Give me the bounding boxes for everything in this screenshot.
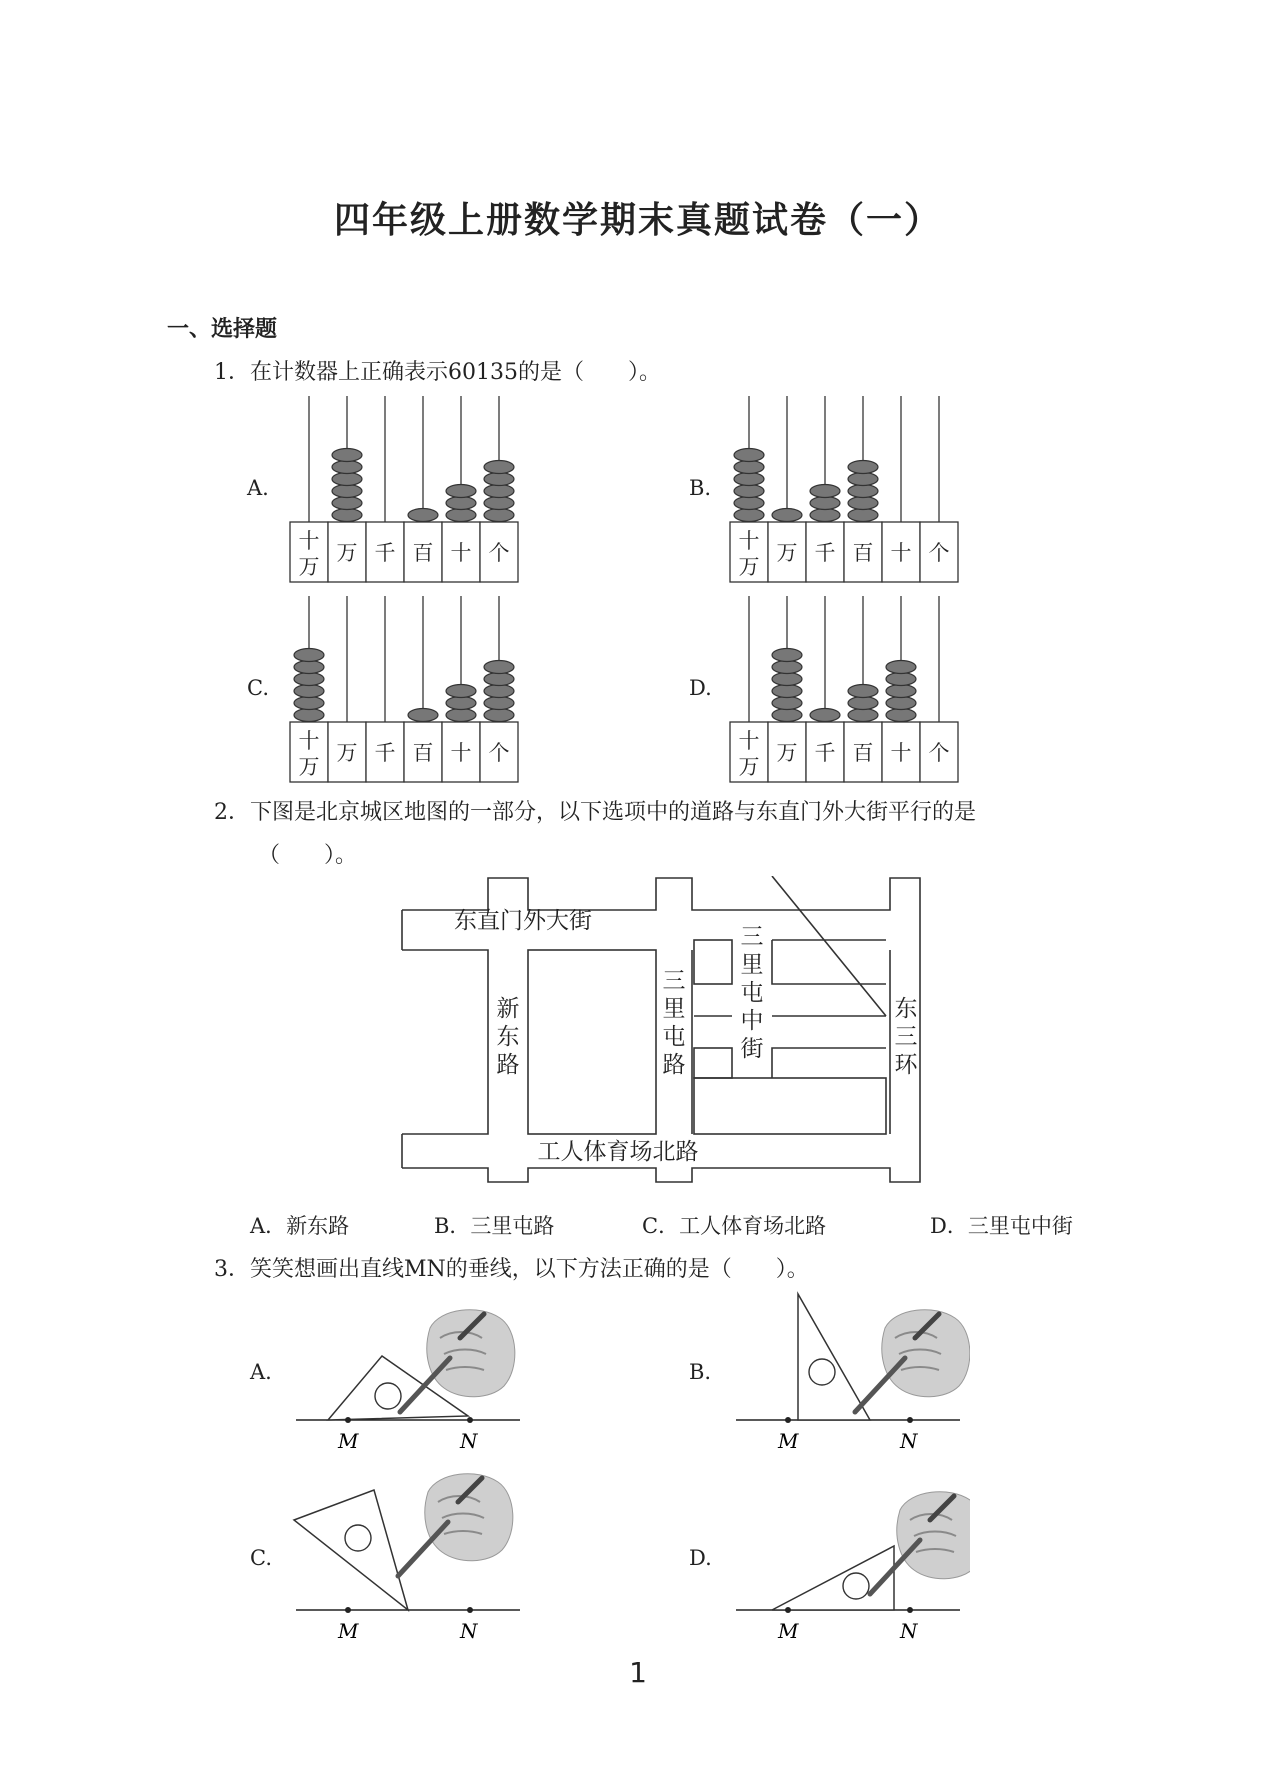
abacus-place-label: 百 bbox=[852, 541, 874, 565]
label-n: N bbox=[900, 1619, 918, 1643]
svg-text:街: 街 bbox=[740, 1036, 764, 1062]
page-number: 1 bbox=[629, 1656, 647, 1689]
abacus-bead bbox=[772, 709, 802, 722]
abacus-place-label: 百 bbox=[412, 741, 434, 765]
abacus-bead bbox=[332, 485, 362, 498]
abacus-bead bbox=[734, 449, 764, 462]
svg-text:三: 三 bbox=[662, 968, 686, 994]
q2-street-map bbox=[400, 876, 930, 1186]
map-label-bottom-street: 工人体育场北路 bbox=[537, 1139, 699, 1165]
q1-abacus-b[interactable] bbox=[726, 392, 966, 587]
abacus-place-label: 万 bbox=[738, 555, 760, 579]
abacus-bead bbox=[484, 673, 514, 686]
abacus-bead bbox=[294, 697, 324, 710]
label-m: M bbox=[338, 1429, 359, 1453]
abacus-bead bbox=[408, 509, 438, 522]
abacus-bead bbox=[484, 661, 514, 674]
abacus-bead bbox=[332, 473, 362, 486]
q3-figure-a[interactable] bbox=[290, 1300, 530, 1460]
label-m: M bbox=[778, 1619, 799, 1643]
abacus-place-label: 百 bbox=[412, 541, 434, 565]
abacus-place-label: 个 bbox=[928, 541, 950, 565]
svg-text:里: 里 bbox=[740, 952, 764, 978]
abacus-place-label: 万 bbox=[298, 555, 320, 579]
abacus-bead bbox=[332, 497, 362, 510]
abacus-bead bbox=[772, 673, 802, 686]
svg-text:环: 环 bbox=[894, 1052, 918, 1078]
section-heading: 一、选择题 bbox=[167, 317, 278, 342]
svg-text:路: 路 bbox=[496, 1052, 520, 1078]
abacus-place-label: 十 bbox=[450, 541, 472, 565]
abacus-bead bbox=[332, 449, 362, 462]
abacus-bead bbox=[484, 485, 514, 498]
triangle-ruler bbox=[294, 1490, 408, 1610]
hand-pencil-icon bbox=[398, 1474, 513, 1576]
point-m bbox=[785, 1607, 791, 1613]
abacus-bead bbox=[294, 649, 324, 662]
triangle-ruler bbox=[772, 1546, 894, 1610]
abacus-place-label: 千 bbox=[374, 541, 396, 565]
abacus-place-label: 个 bbox=[928, 741, 950, 765]
svg-text:东: 东 bbox=[496, 1024, 520, 1050]
abacus-bead bbox=[332, 461, 362, 474]
point-m bbox=[785, 1417, 791, 1423]
map-label-mid-street bbox=[741, 924, 764, 1062]
abacus-bead bbox=[886, 685, 916, 698]
abacus-bead bbox=[446, 709, 476, 722]
svg-text:新: 新 bbox=[496, 996, 520, 1022]
label-n: N bbox=[460, 1619, 478, 1643]
abacus-bead bbox=[294, 685, 324, 698]
abacus-bead bbox=[848, 473, 878, 486]
abacus-place-label: 十 bbox=[738, 529, 760, 553]
abacus-bead bbox=[848, 709, 878, 722]
map-label-top-street: 东直门外大街 bbox=[454, 908, 592, 934]
map-small-block-2 bbox=[694, 1048, 732, 1078]
point-n bbox=[907, 1607, 913, 1613]
triangle-ruler bbox=[798, 1294, 870, 1420]
question-1-text: 1．在计数器上正确表示60135的是（ ）。 bbox=[214, 360, 661, 385]
point-n bbox=[907, 1417, 913, 1423]
abacus-place-label: 千 bbox=[814, 541, 836, 565]
q2-option-d[interactable]: D．三里屯中街 bbox=[930, 1214, 1073, 1238]
abacus-bead bbox=[408, 709, 438, 722]
abacus-place-label: 个 bbox=[488, 541, 510, 565]
q1-option-a-label: A. bbox=[247, 476, 269, 500]
svg-text:路: 路 bbox=[662, 1052, 686, 1078]
q3-option-b-label: B. bbox=[689, 1360, 712, 1384]
abacus-bead bbox=[886, 697, 916, 710]
abacus-bead bbox=[484, 473, 514, 486]
abacus-bead bbox=[484, 685, 514, 698]
abacus-place-label: 千 bbox=[814, 741, 836, 765]
abacus-bead bbox=[484, 497, 514, 510]
abacus-place-label: 万 bbox=[738, 755, 760, 779]
q1-abacus-c[interactable] bbox=[286, 592, 526, 787]
abacus-place-label: 百 bbox=[852, 741, 874, 765]
abacus-bead bbox=[772, 661, 802, 674]
abacus-bead bbox=[484, 509, 514, 522]
abacus-place-label: 万 bbox=[336, 741, 358, 765]
abacus-place-label: 十 bbox=[738, 729, 760, 753]
map-label-right-road bbox=[895, 996, 919, 1078]
label-n: N bbox=[900, 1429, 918, 1453]
abacus-bead bbox=[734, 461, 764, 474]
abacus-bead bbox=[848, 485, 878, 498]
abacus-place-label: 十 bbox=[298, 729, 320, 753]
abacus-bead bbox=[734, 497, 764, 510]
svg-text:中: 中 bbox=[740, 1008, 764, 1034]
abacus-bead bbox=[848, 685, 878, 698]
q3-figure-d[interactable] bbox=[730, 1480, 970, 1650]
abacus-bead bbox=[848, 461, 878, 474]
q1-abacus-d[interactable] bbox=[726, 592, 966, 787]
label-m: M bbox=[778, 1429, 799, 1453]
map-label-mid-road bbox=[663, 968, 686, 1078]
question-3-text: 3．笑笑想画出直线MN的垂线，以下方法正确的是（ ）。 bbox=[214, 1257, 809, 1282]
label-m: M bbox=[338, 1619, 359, 1643]
svg-text:三: 三 bbox=[894, 1024, 918, 1050]
q1-option-c-label: C. bbox=[247, 676, 269, 700]
abacus-bead bbox=[294, 661, 324, 674]
abacus-bead bbox=[332, 509, 362, 522]
abacus-bead bbox=[772, 649, 802, 662]
abacus-bead bbox=[446, 509, 476, 522]
q2-option-a[interactable]: A．新东路 bbox=[250, 1214, 350, 1238]
abacus-bead bbox=[484, 461, 514, 474]
q1-option-d-label: D. bbox=[689, 676, 712, 700]
hand-pencil-icon bbox=[870, 1492, 970, 1594]
svg-text:东: 东 bbox=[894, 996, 918, 1022]
abacus-place-label: 万 bbox=[776, 541, 798, 565]
point-m bbox=[345, 1607, 351, 1613]
q2-option-b[interactable]: B．三里屯路 bbox=[434, 1214, 555, 1238]
q1-option-b-label: B. bbox=[689, 476, 712, 500]
abacus-bead bbox=[484, 697, 514, 710]
abacus-bead bbox=[886, 673, 916, 686]
svg-text:里: 里 bbox=[662, 996, 686, 1022]
map-center-block bbox=[528, 950, 656, 1134]
point-m bbox=[345, 1417, 351, 1423]
abacus-place-label: 十 bbox=[890, 741, 912, 765]
abacus-bead bbox=[734, 509, 764, 522]
abacus-place-label: 万 bbox=[776, 741, 798, 765]
abacus-bead bbox=[810, 485, 840, 498]
point-n bbox=[467, 1607, 473, 1613]
abacus-place-label: 十 bbox=[450, 741, 472, 765]
q3-option-d-label: D. bbox=[689, 1546, 712, 1570]
abacus-bead bbox=[848, 697, 878, 710]
abacus-place-label: 十 bbox=[890, 541, 912, 565]
abacus-bead bbox=[848, 497, 878, 510]
q1-abacus-a[interactable] bbox=[286, 392, 526, 587]
abacus-bead bbox=[446, 485, 476, 498]
abacus-bead bbox=[446, 685, 476, 698]
q3-option-a-label: A. bbox=[250, 1360, 272, 1384]
abacus-bead bbox=[810, 509, 840, 522]
abacus-place-label: 个 bbox=[488, 741, 510, 765]
svg-text:屯: 屯 bbox=[740, 980, 764, 1006]
abacus-bead bbox=[294, 709, 324, 722]
point-n bbox=[467, 1417, 473, 1423]
map-bottom-right-block bbox=[694, 1078, 886, 1134]
abacus-bead bbox=[734, 485, 764, 498]
q3-figure-c[interactable] bbox=[290, 1470, 530, 1650]
abacus-place-label: 万 bbox=[336, 541, 358, 565]
abacus-bead bbox=[446, 697, 476, 710]
map-label-left-road bbox=[497, 996, 520, 1078]
abacus-place-label: 万 bbox=[298, 755, 320, 779]
hand-pencil-icon bbox=[855, 1310, 970, 1412]
q3-figure-b[interactable] bbox=[730, 1290, 970, 1460]
abacus-bead bbox=[294, 673, 324, 686]
svg-text:三: 三 bbox=[740, 924, 764, 950]
q3-option-c-label: C. bbox=[250, 1546, 272, 1570]
abacus-bead bbox=[772, 697, 802, 710]
svg-text:屯: 屯 bbox=[662, 1024, 686, 1050]
page-title: 四年级上册数学期末真题试卷（一） bbox=[333, 200, 942, 241]
abacus-bead bbox=[772, 509, 802, 522]
question-2-text-line1: 2．下图是北京城区地图的一部分，以下选项中的道路与东直门外大街平行的是 bbox=[214, 800, 976, 825]
hand-pencil-icon bbox=[400, 1310, 515, 1412]
abacus-bead bbox=[734, 473, 764, 486]
abacus-place-label: 千 bbox=[374, 741, 396, 765]
abacus-bead bbox=[484, 709, 514, 722]
abacus-bead bbox=[772, 685, 802, 698]
abacus-bead bbox=[810, 497, 840, 510]
map-small-block-1 bbox=[694, 940, 732, 984]
abacus-bead bbox=[886, 661, 916, 674]
map-left-block-edge bbox=[402, 950, 488, 1134]
abacus-bead bbox=[848, 509, 878, 522]
q2-option-c[interactable]: C．工人体育场北路 bbox=[642, 1214, 827, 1238]
abacus-bead bbox=[886, 709, 916, 722]
abacus-bead bbox=[810, 709, 840, 722]
abacus-place-label: 十 bbox=[298, 529, 320, 553]
abacus-bead bbox=[446, 497, 476, 510]
question-2-text-line2: （ ）。 bbox=[258, 843, 358, 868]
label-n: N bbox=[460, 1429, 478, 1453]
